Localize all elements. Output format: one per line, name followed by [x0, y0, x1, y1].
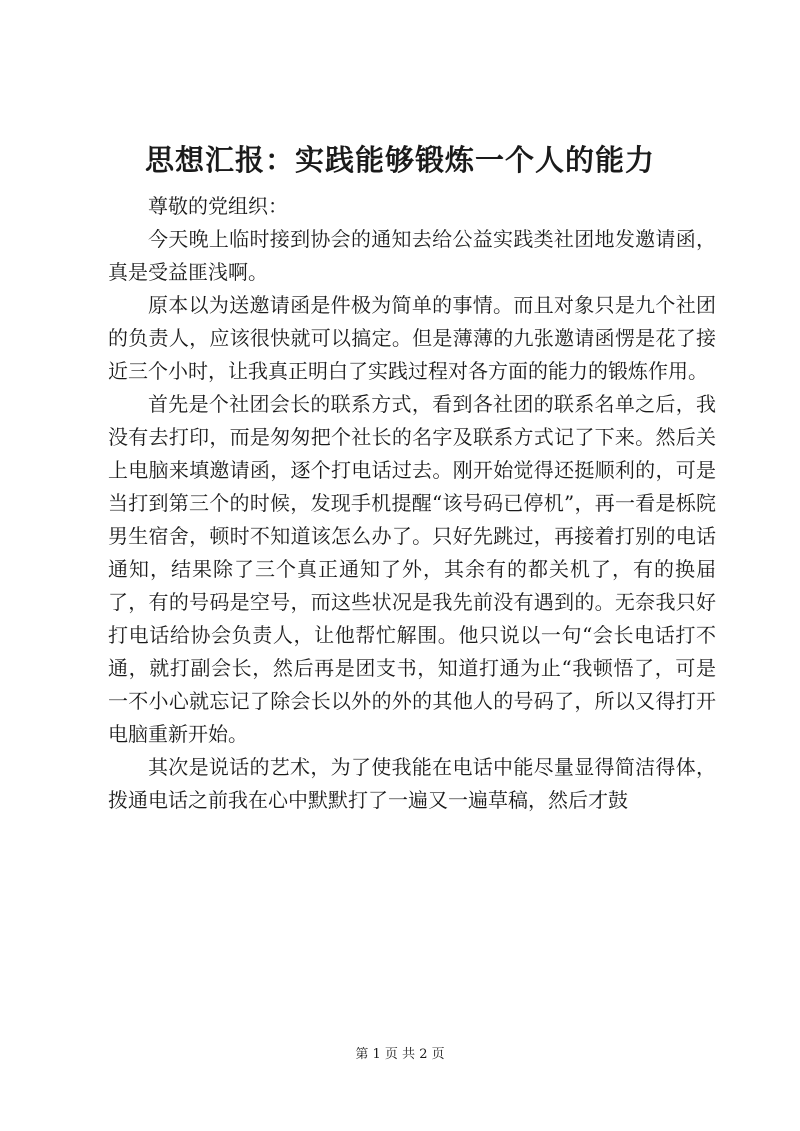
- paragraph-3: 首先是个社团会长的联系方式，看到各社团的联系名单之后，我没有去打印，而是匆匆把个社长的名字及联系方式记了下来。然后关上电脑来填邀请函，逐个打电话过去。刚开始觉得还挺顺利的，可是当打到第三个的时候，发现手机提醒“该号码已停机”，再一看是栎院男生宿舍，顿时不知道该怎么办了。只好先跳过，再接着打别的电话通知，结果除了三个真正通知了外，其余有的都关机了，有的换届了，有的号码是空号，而这些状况是我先前没有遇到的。无奈我只好打电话给协会负责人，让他帮忙解围。他只说以一句“会长电话打不通，就打副会长，然后再是团支书，知道打通为止“我顿悟了，可是一不小心就忘记了除会长以外的外的其他人的号码了，所以又得打开电脑重新开始。: [108, 392, 716, 746]
- paragraph-4: 其次是说话的艺术，为了使我能在电话中能尽量显得简洁得体，拨通电话之前我在心中默默打了一遍又一遍草稿，然后才鼓: [108, 755, 716, 812]
- page-footer: 第 1 页 共 2 页: [355, 1047, 445, 1062]
- salutation: 尊敬的党组织：: [148, 194, 288, 218]
- paragraph-2: 原本以为送邀请函是件极为简单的事情。而且对象只是九个社团的负责人，应该很快就可以搞定。但是薄薄的九张邀请函愣是花了接近三个小时，让我真正明白了实践过程对各方面的能力的锻炼作用。: [108, 293, 716, 383]
- paragraph-1: 今天晚上临时接到协会的通知去给公益实践类社团地发邀请函，真是受益匪浅啊。: [108, 227, 716, 284]
- document-body: [108, 190, 716, 817]
- document-title: 思想汇报：实践能够锻炼一个人的能力: [144, 143, 655, 177]
